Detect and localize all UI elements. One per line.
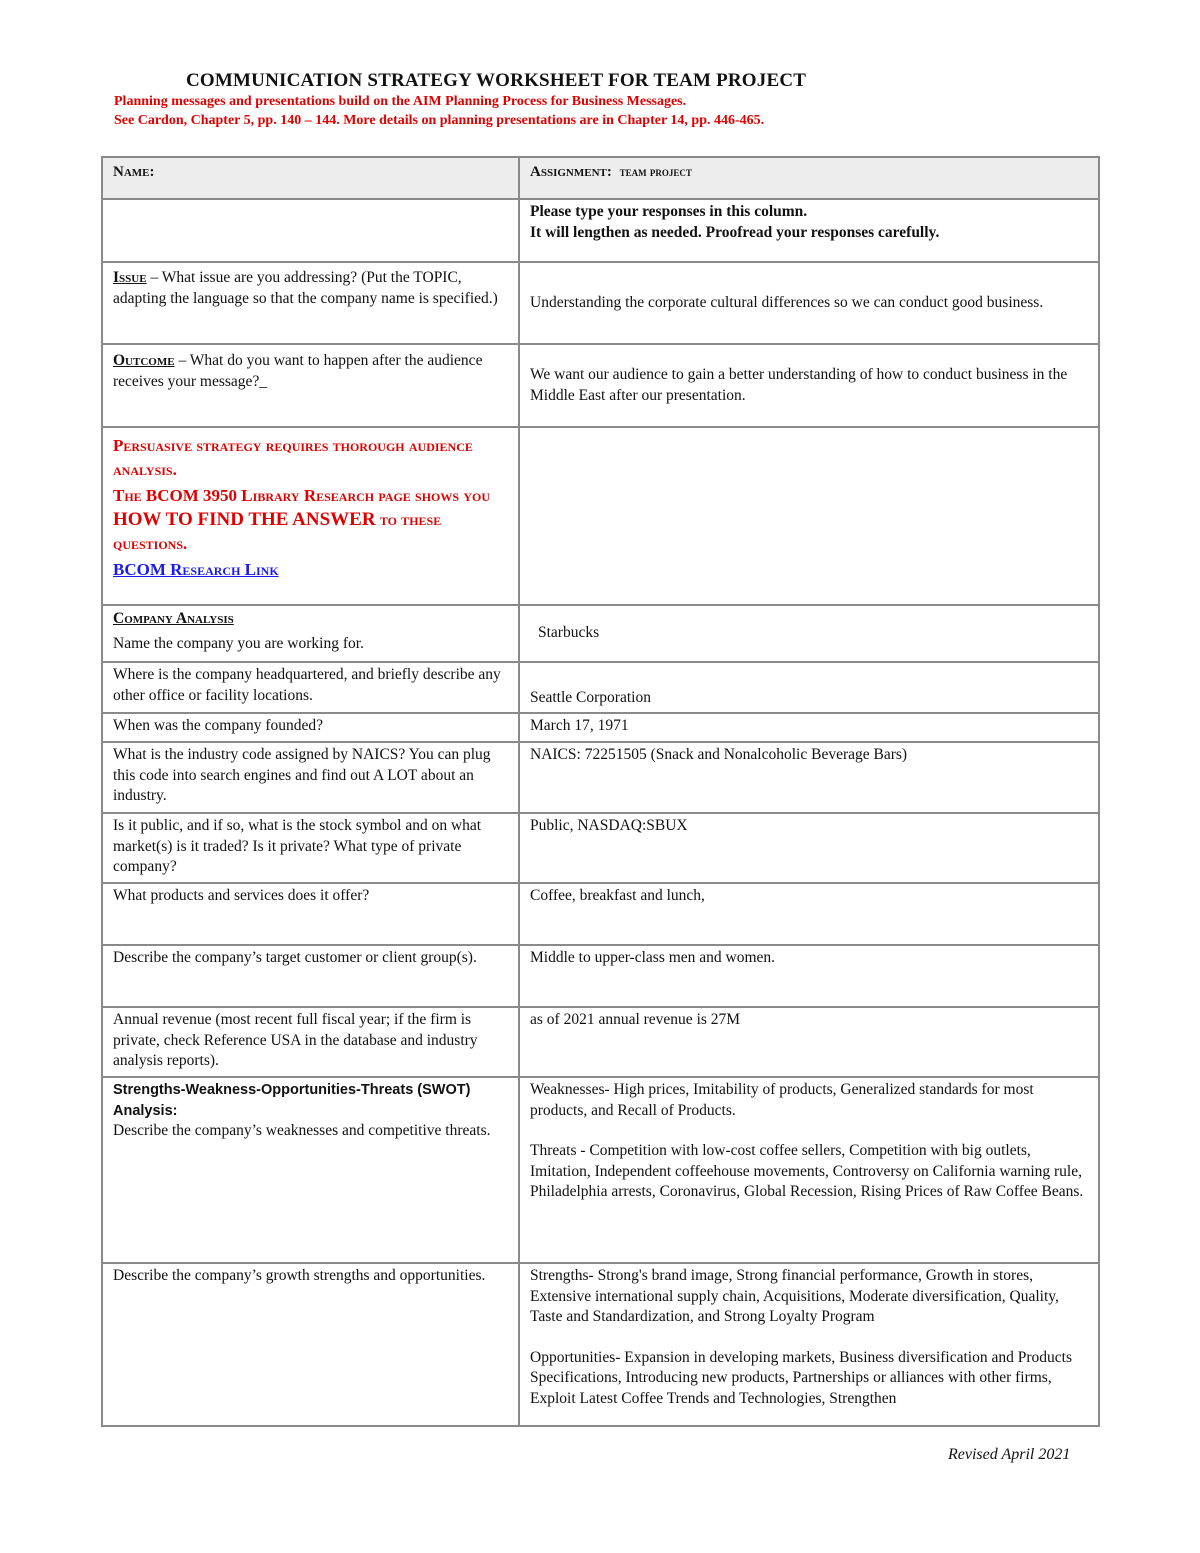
products-row xyxy=(102,883,1099,945)
library-research-tail: to these questions. xyxy=(113,510,442,553)
question-growth: Describe the company’s growth strengths and opportunities. xyxy=(102,1263,519,1426)
headquarters-row xyxy=(102,662,1099,713)
instructions-line-2: It will lengthen as needed. Proofread your responses carefully. xyxy=(530,223,940,241)
outcome-question: – What do you want to happen after the audience receives your message?_ xyxy=(113,352,483,390)
swot-row xyxy=(102,1077,1099,1263)
issue-question: – What issue are you addressing? (Put the TOPIC, adapting the language so that the company name is specified.) xyxy=(113,269,498,307)
company-analysis-label: Company Analysis xyxy=(113,610,234,627)
persuasive-strategy-note: Persuasive strategy requires thorough audience analysis. xyxy=(113,436,473,479)
question-naics: What is the industry code assigned by NAICS? You can plug this code into search engines and find out A LOT about an industry. xyxy=(102,742,519,813)
question-founded: When was the company founded? xyxy=(102,713,519,742)
answer-public-private[interactable]: Public, NASDAQ:SBUX xyxy=(519,813,1099,883)
answer-weaknesses[interactable]: Weaknesses- High prices, Imitability of products, Generalized standards for most products, and Recall of Products. xyxy=(530,1081,1034,1119)
question-company-name: Name the company you are working for. xyxy=(113,634,364,652)
bcom-research-link[interactable]: BCOM Research Link xyxy=(113,560,279,579)
revenue-row xyxy=(102,1007,1099,1077)
revised-date: Revised April 2021 xyxy=(948,1446,1071,1463)
name-label: Name: xyxy=(113,164,155,180)
question-revenue: Annual revenue (most recent full fiscal year; if the firm is private, check Reference USA in the database and industry analysis reports). xyxy=(102,1007,519,1077)
assignment-label: Assignment: xyxy=(530,164,612,180)
name-field[interactable] xyxy=(102,199,519,262)
swot-label: Strengths-Weakness-Opportunities-Threats (SWOT) Analysis: xyxy=(113,1082,471,1119)
instructions-line-1: Please type your responses in this column. xyxy=(530,203,808,220)
library-research-text: The BCOM 3950 Library Research page shows you xyxy=(113,486,490,505)
issue-answer[interactable]: Understanding the corporate cultural differences so we can conduct good business. xyxy=(519,262,1099,344)
header-row xyxy=(102,157,1099,199)
naics-row xyxy=(102,742,1099,813)
company-name-row xyxy=(102,605,1099,662)
question-public-private: Is it public, and if so, what is the stock symbol and on what market(s) is it traded? Is it private? What type of private company? xyxy=(102,813,519,883)
outcome-label: Outcome xyxy=(113,352,175,369)
question-products: What products and services does it offer? xyxy=(102,883,519,945)
subtitle-cardon-reference: See Cardon, Chapter 5, pp. 140 – 144. More details on planning presentations are in Chapter 14, pp. 446-465. xyxy=(114,113,765,128)
worksheet-table xyxy=(101,156,1100,1427)
growth-row xyxy=(102,1263,1099,1426)
answer-threats[interactable]: Threats - Competition with low-cost coffee sellers, Competition with big outlets, Imitation, Independent coffeehouse movements, Controversy on California warning rule, Philadelphia arrests, Coronavirus, Global Recession, Rising Prices of Raw Coffee Beans. xyxy=(530,1142,1084,1200)
persuasive-answer[interactable] xyxy=(519,427,1099,605)
swot-question: Describe the company’s weaknesses and competitive threats. xyxy=(113,1122,491,1139)
answer-opportunities[interactable]: Opportunities- Expansion in developing markets, Business diversification and Products Specifications, Introducing new products, Partnerships or alliances with other firms, Exploit Latest Coffee Trends and Technologies, Strengthen xyxy=(530,1348,1072,1407)
issue-row xyxy=(102,262,1099,344)
outcome-row xyxy=(102,344,1099,427)
outcome-answer[interactable]: We want our audience to gain a better understanding of how to conduct business in the Middle East after our presentation. xyxy=(519,344,1099,427)
persuasive-row xyxy=(102,427,1099,605)
target-customer-row xyxy=(102,945,1099,1007)
answer-headquarters[interactable]: Seattle Corporation xyxy=(519,662,1099,713)
library-research-note xyxy=(113,484,508,556)
answer-founded[interactable]: March 17, 1971 xyxy=(519,713,1099,742)
assignment-value: team project xyxy=(619,164,692,179)
answer-strengths[interactable]: Strengths- Strong's brand image, Strong financial performance, Growth in stores, Extensive international supply chain, Acquisitions, Moderate diversification, Quality, Taste and Standardization, and Strong Loyalty Program xyxy=(530,1267,1059,1325)
answer-target-customer[interactable]: Middle to upper-class men and women. xyxy=(519,945,1099,1007)
answer-naics[interactable]: NAICS: 72251505 (Snack and Nonalcoholic Beverage Bars) xyxy=(519,742,1099,813)
answer-company-name[interactable]: Starbucks xyxy=(519,605,1099,662)
issue-label: Issue xyxy=(113,269,147,286)
question-target-customer: Describe the company’s target customer or client group(s). xyxy=(102,945,519,1007)
question-headquarters: Where is the company headquartered, and briefly describe any other office or facility locations. xyxy=(102,662,519,713)
instructions-row xyxy=(102,199,1099,262)
subtitle-aim-process: Planning messages and presentations build on the AIM Planning Process for Business Messages. xyxy=(114,94,687,109)
answer-revenue[interactable]: as of 2021 annual revenue is 27M xyxy=(519,1007,1099,1077)
founded-row xyxy=(102,713,1099,742)
page-title: COMMUNICATION STRATEGY WORKSHEET FOR TEAM PROJECT xyxy=(186,70,807,91)
find-answer-emphasis: HOW TO FIND THE ANSWER xyxy=(113,509,376,530)
public-private-row xyxy=(102,813,1099,883)
answer-products[interactable]: Coffee, breakfast and lunch, xyxy=(519,883,1099,945)
